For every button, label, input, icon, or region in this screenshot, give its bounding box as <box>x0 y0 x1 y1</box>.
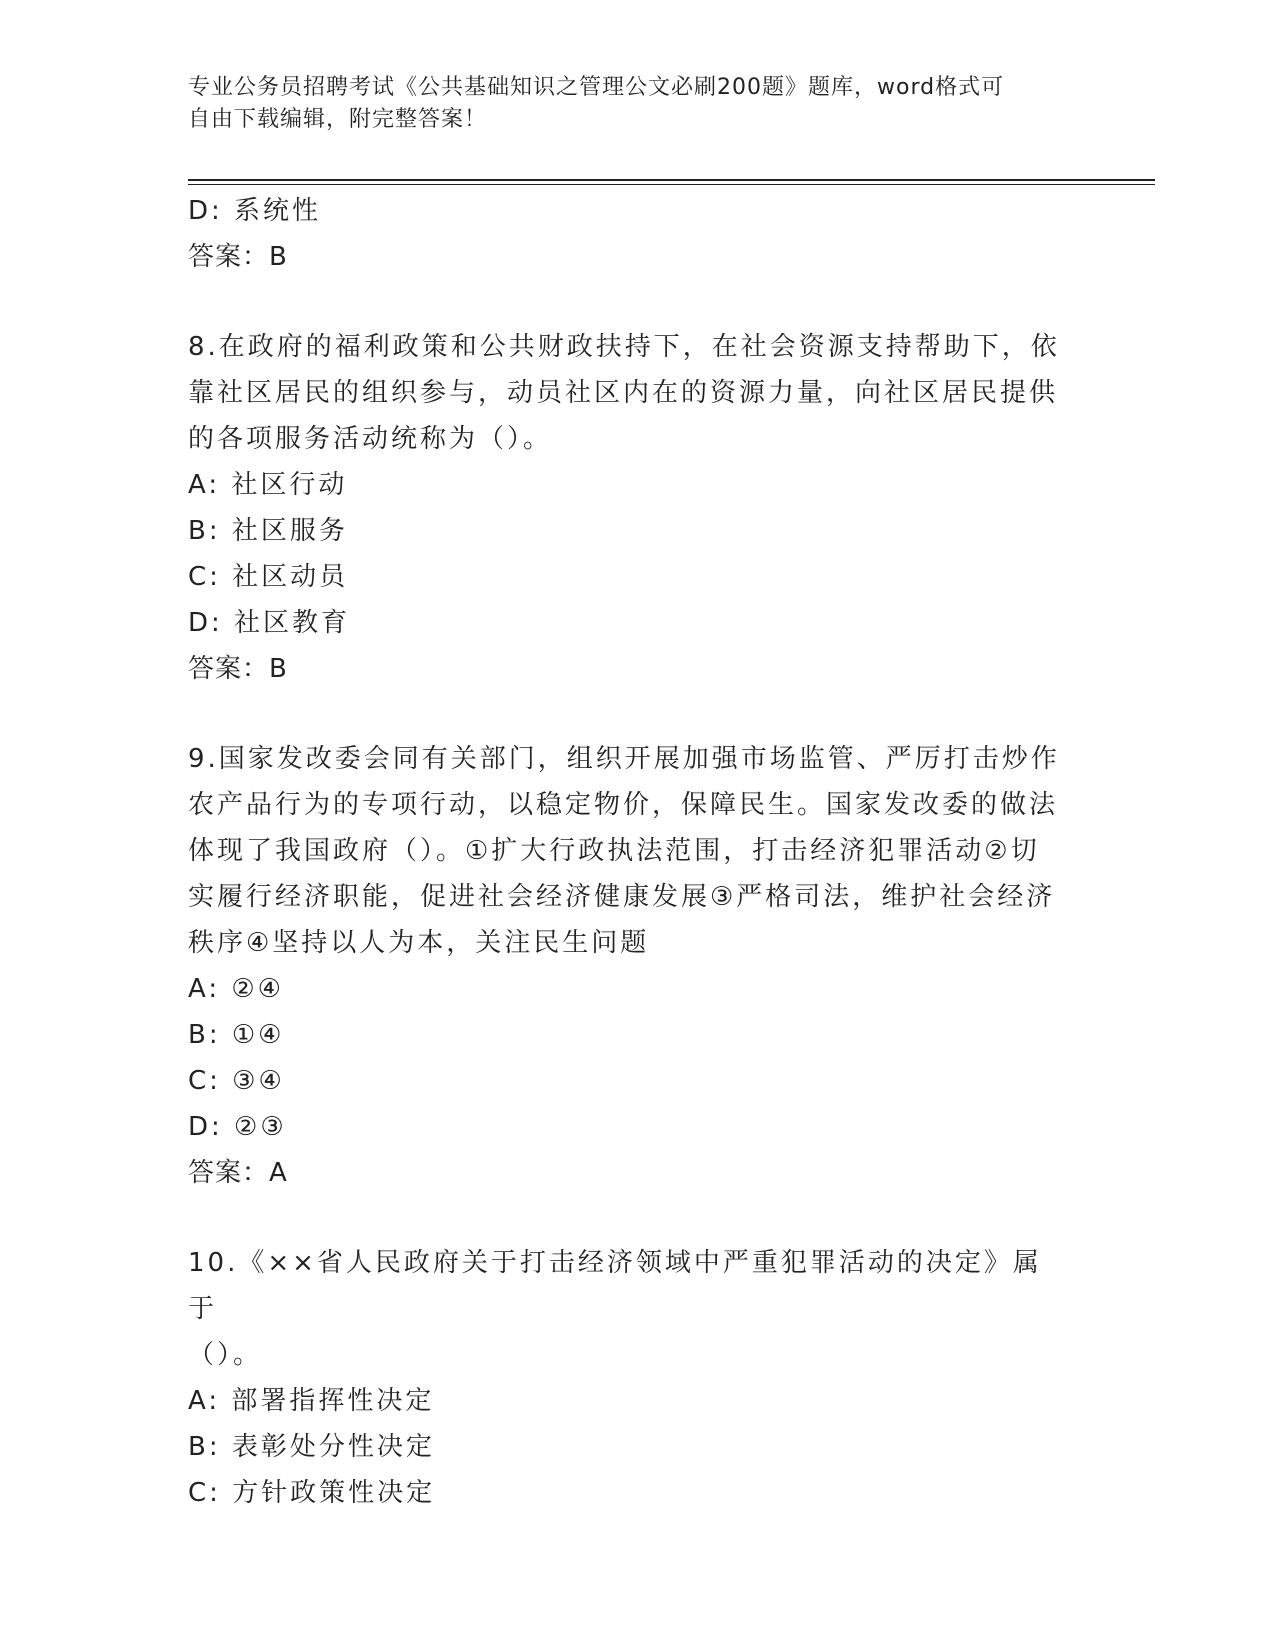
question-9-line: 秩序④坚持以人为本，关注民生问题 <box>188 928 650 958</box>
spacer <box>188 1196 1068 1240</box>
question-10 <box>188 1240 1068 1516</box>
question-9-option-a: A: ②④ <box>188 974 284 1004</box>
spacer <box>188 692 1068 736</box>
header-divider-thick <box>188 179 1155 181</box>
question-10-line: 10.《××省人民政府关于打击经济领域中严重犯罪活动的决定》属于 <box>188 1248 1042 1324</box>
question-9-line: 体现了我国政府（）。①扩大行政执法范围，打击经济犯罪活动②切 <box>188 836 1040 866</box>
question-9-line: 农产品行为的专项行动，以稳定物价，保障民生。国家发改委的做法 <box>188 790 1059 820</box>
prev-option-d: D: 系统性 <box>188 196 322 226</box>
question-9 <box>188 736 1068 1196</box>
question-content <box>188 188 1068 1516</box>
question-8 <box>188 324 1068 692</box>
question-9-option-c: C: ③④ <box>188 1066 285 1096</box>
document-header <box>188 72 1068 136</box>
question-10-option-c: C: 方针政策性决定 <box>188 1478 436 1508</box>
question-8-answer: 答案：B <box>188 654 288 684</box>
question-9-option-b: B: ①④ <box>188 1020 285 1050</box>
header-divider-thin <box>188 184 1155 185</box>
question-9-answer: 答案：A <box>188 1158 288 1188</box>
question-9-option-d: D: ②③ <box>188 1112 287 1142</box>
question-8-option-d: D: 社区教育 <box>188 608 351 638</box>
question-8-line: 的各项服务活动统称为（）。 <box>188 424 553 454</box>
question-8-line: 靠社区居民的组织参与，动员社区内在的资源力量，向社区居民提供 <box>188 378 1059 408</box>
question-10-line: （）。 <box>188 1340 263 1370</box>
question-10-option-a: A: 部署指挥性决定 <box>188 1386 435 1416</box>
question-9-line: 实履行经济职能，促进社会经济健康发展③严格司法，维护社会经济 <box>188 882 1056 912</box>
question-8-option-c: C: 社区动员 <box>188 562 349 592</box>
question-9-line: 9.国家发改委会同有关部门，组织开展加强市场监管、严厉打击炒作 <box>188 744 1060 774</box>
question-8-option-a: A: 社区行动 <box>188 470 348 500</box>
spacer <box>188 280 1068 324</box>
question-8-line: 8.在政府的福利政策和公共财政扶持下，在社会资源支持帮助下，依 <box>188 332 1060 362</box>
header-line-2: 自由下载编辑，附完整答案！ <box>188 107 488 132</box>
question-10-option-b: B: 表彰处分性决定 <box>188 1432 435 1462</box>
question-8-option-b: B: 社区服务 <box>188 516 348 546</box>
header-line-1: 专业公务员招聘考试《公共基础知识之管理公文必刷200题》题库，word格式可 <box>188 75 1005 100</box>
prev-answer: 答案：B <box>188 242 288 272</box>
